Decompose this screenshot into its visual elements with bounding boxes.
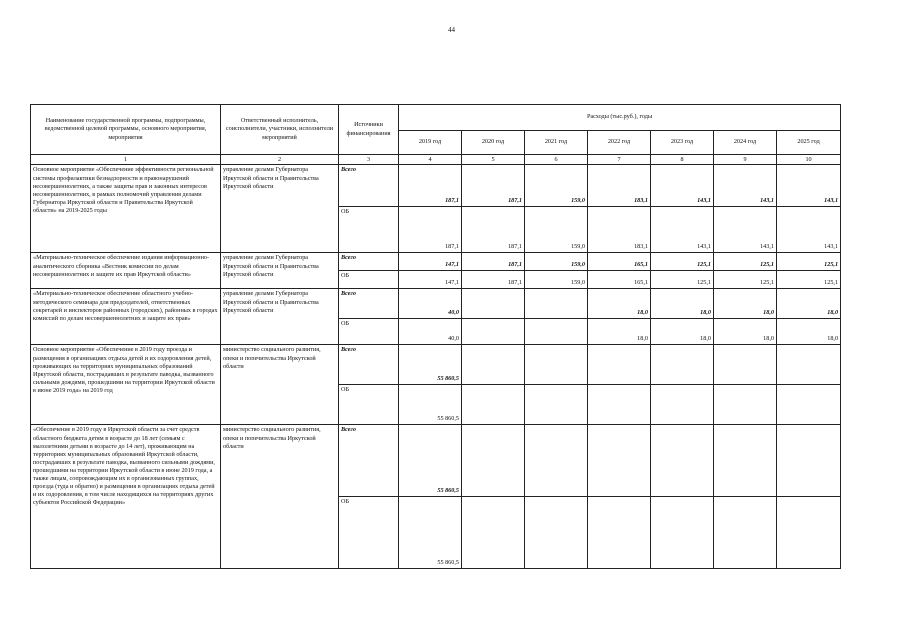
value-total: 55 860,5 [399,425,462,497]
header-year: 2022 год [588,131,651,155]
value-ob: 18,0 [651,319,714,345]
budget-table [30,104,841,569]
column-number: 4 [399,155,462,165]
value-ob [462,385,525,425]
value-ob [777,497,841,569]
value-ob [525,497,588,569]
column-number: 10 [777,155,841,165]
value-total [462,289,525,319]
source-ob: ОБ [339,207,399,253]
value-ob [714,385,777,425]
value-ob: 187,1 [462,207,525,253]
column-number: 8 [651,155,714,165]
column-number: 3 [339,155,399,165]
table-row-total [31,253,841,271]
source-total: Всего [339,289,399,319]
value-total [714,425,777,497]
value-ob [525,319,588,345]
value-ob: 125,1 [777,271,841,289]
executor: министерство социального развития, опеки и попечительства Иркутской области [221,345,339,425]
executor: управление делами Губернатора Иркутской области и Правительства Иркутской области [221,165,339,253]
value-ob: 159,0 [525,271,588,289]
value-total [525,425,588,497]
value-ob: 18,0 [777,319,841,345]
executor: управление делами Губернатора Иркутской области и Правительства Иркутской области [221,253,339,289]
value-total: 143,1 [651,165,714,207]
executor: управление делами Губернатора Иркутской области и Правительства Иркутской области [221,289,339,345]
source-ob: ОБ [339,385,399,425]
program-name: «Материально-техническое обеспечение издания информационно-аналитического сборника «Вестник комиссии по делам несовершеннолетних и защите их прав Иркутской области» [31,253,221,289]
program-name: Основное мероприятие «Обеспечение эффективности региональной системы профилактики безнадзорности и правонарушений несовершеннолетних, а также защиты прав и законных интересов несовершеннолетних, в рамках полномочий управления делами Губернатора Иркутской области и Правительства Иркутской области» на 2019-2025 годы [31,165,221,253]
value-ob [525,385,588,425]
value-total: 125,1 [651,253,714,271]
value-ob [462,319,525,345]
value-total [525,345,588,385]
table-row-total [31,345,841,385]
value-total [651,345,714,385]
value-ob [651,497,714,569]
value-total [714,345,777,385]
value-total [588,345,651,385]
value-total: 183,1 [588,165,651,207]
column-number: 1 [31,155,221,165]
value-ob: 55 860,5 [399,497,462,569]
value-ob: 187,1 [399,207,462,253]
value-ob: 143,1 [651,207,714,253]
program-name: «Обеспечение в 2019 году в Иркутской области за счет средств областного бюджета детям в возрасте до 18 лет (семьям с малолетними детьми в возрасте до 14 лет), проживающим на территориях муниципальных образований Иркутской области, пострадавших в результате паводка, вызванного сильными дождями, прошедшими на территории Иркутской области в июне 2019 года, а также лицам, сопровождающим их в организованных группах, проезда (туда и обратно) и размещения в организациях отдыха детей и их оздоровления, в том числе находящихся на территориях других субъектов Российской Федерации» [31,425,221,569]
table-row-total [31,425,841,497]
executor: министерство социального развития, опеки и попечительства Иркутской области [221,425,339,569]
value-total: 187,1 [462,253,525,271]
value-total: 159,0 [525,253,588,271]
value-ob: 183,1 [588,207,651,253]
value-ob [588,497,651,569]
value-total: 125,1 [714,253,777,271]
value-total: 187,1 [462,165,525,207]
column-number: 6 [525,155,588,165]
value-ob [651,385,714,425]
value-total: 187,1 [399,165,462,207]
value-total: 159,0 [525,165,588,207]
header-year: 2019 год [399,131,462,155]
value-total: 143,1 [714,165,777,207]
value-ob: 125,1 [714,271,777,289]
value-total: 18,0 [714,289,777,319]
value-ob: 40,0 [399,319,462,345]
value-total: 125,1 [777,253,841,271]
value-ob: 165,1 [588,271,651,289]
value-ob: 147,1 [399,271,462,289]
value-total [462,345,525,385]
value-ob [714,497,777,569]
value-ob: 18,0 [588,319,651,345]
source-ob: ОБ [339,271,399,289]
column-number: 5 [462,155,525,165]
value-total [525,289,588,319]
value-ob: 55 860,5 [399,385,462,425]
source-ob: ОБ [339,497,399,569]
source-total: Всего [339,425,399,497]
value-total: 143,1 [777,165,841,207]
column-number: 2 [221,155,339,165]
program-name: Основное мероприятие «Обеспечение в 2019 году проезда и размещения в организациях отдыха детей и их оздоровления детей, проживающих на территориях муниципальных образований Иркутской области, пострадавших в результате паводка, вызванного сильными дождями, прошедшими на территории Иркутской области в июне 2019 года» на 2019 год [31,345,221,425]
column-number: 9 [714,155,777,165]
value-total [462,425,525,497]
header-expenses: Расходы (тыс.руб.), годы [399,105,841,131]
value-total: 147,1 [399,253,462,271]
value-total [777,345,841,385]
header-year: 2021 год [525,131,588,155]
value-ob: 187,1 [462,271,525,289]
value-total: 165,1 [588,253,651,271]
column-number: 7 [588,155,651,165]
value-total: 18,0 [777,289,841,319]
program-name: «Материально-техническое обеспечение областного учебно-методического семинара для председателей, ответственных секретарей и инспекторов районных (городских), районных в городах комиссий по делам несовершеннолетних и защите их прав» [31,289,221,345]
header-year: 2023 год [651,131,714,155]
value-ob: 18,0 [714,319,777,345]
value-ob [462,497,525,569]
value-ob: 159,0 [525,207,588,253]
header-year: 2025 год [777,131,841,155]
value-ob [777,385,841,425]
value-total: 55 860,5 [399,345,462,385]
value-ob [588,385,651,425]
value-total [651,425,714,497]
table-row-total [31,289,841,319]
header-year: 2020 год [462,131,525,155]
value-total: 40,0 [399,289,462,319]
source-total: Всего [339,345,399,385]
table-row-total [31,165,841,207]
header-source: Источники финансирования [339,105,399,155]
value-total [777,425,841,497]
header-executor: Ответственный исполнитель, соисполнители, участники, исполнители мероприятий [221,105,339,155]
value-ob: 125,1 [651,271,714,289]
value-ob: 143,1 [714,207,777,253]
value-total [588,425,651,497]
value-total: 18,0 [588,289,651,319]
value-ob: 143,1 [777,207,841,253]
source-total: Всего [339,165,399,207]
value-total: 18,0 [651,289,714,319]
source-ob: ОБ [339,319,399,345]
page-number: 44 [448,26,455,34]
header-name: Наименование государственной программы, подпрограммы, ведомственной целевой программы, основного мероприятия, мероприятия [31,105,221,155]
source-total: Всего [339,253,399,271]
header-year: 2024 год [714,131,777,155]
